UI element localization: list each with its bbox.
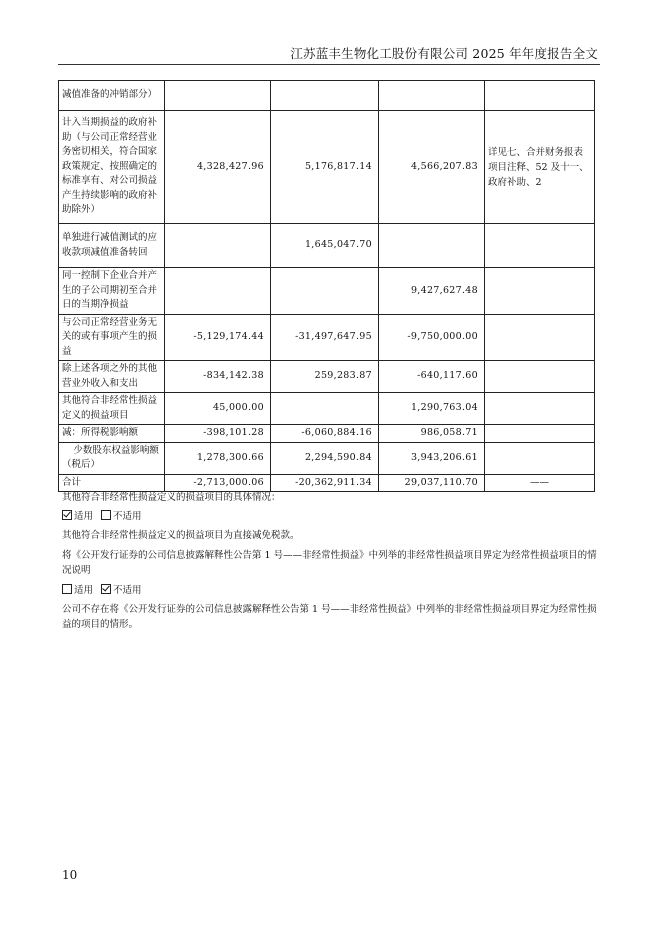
cell-value: 986,058.71 — [379, 425, 485, 443]
cell-value — [165, 268, 271, 315]
checkbox-label: 适用 — [74, 585, 94, 596]
checkbox-applicable-icon[interactable] — [62, 584, 72, 594]
row-label: 同一控制下企业合并产生的子公司期初至合并日的当期净损益 — [59, 268, 165, 315]
header-rule — [58, 64, 600, 65]
cell-note: 详见七、合并财务报表项目注释、52 及十一、政府补助、2 — [485, 111, 595, 224]
cell-note — [485, 361, 595, 393]
cell-value: 4,566,207.83 — [379, 111, 485, 224]
paragraph-other-items-intro: 其他符合非经常性损益定义的损益项目的具体情况： — [62, 492, 281, 503]
checkbox-group-2 — [62, 584, 598, 599]
cell-value: 2,294,590.84 — [271, 442, 379, 474]
cell-value — [165, 224, 271, 268]
table-row — [59, 81, 595, 111]
cell-value: -834,142.38 — [165, 361, 271, 393]
cell-note — [485, 81, 595, 111]
cell-value: 45,000.00 — [165, 393, 271, 425]
cell-note — [485, 442, 595, 474]
paragraph-tax-exemption: 其他符合非经常性损益定义的损益项目为直接减免税款。 — [62, 530, 300, 541]
cell-value — [271, 393, 379, 425]
table-row — [59, 442, 595, 474]
cell-value: 3,943,206.61 — [379, 442, 485, 474]
row-label: 计入当期损益的政府补助（与公司正常经营业务密切相关，符合国家政策规定、按照确定的标准享有、对公司损益产生持续影响的政府补助除外） — [59, 111, 165, 224]
row-label: 其他符合非经常性损益定义的损益项目 — [59, 393, 165, 425]
checkbox-not-applicable-checked-icon[interactable] — [101, 584, 111, 594]
cell-value: 29,037,110.70 — [379, 474, 485, 492]
checkbox-applicable-checked-icon[interactable] — [62, 510, 72, 520]
checkbox-label: 不适用 — [113, 511, 142, 522]
paragraph-no-reclassification: 公司不存在将《公开发行证券的公司信息披露解释性公告第 1 号——非经常性损益》中列举的非经常性损益项目界定为经常性损益的项目的情形。 — [62, 604, 597, 630]
non-recurring-items-table — [58, 80, 595, 492]
table-row — [59, 393, 595, 425]
cell-value: -398,101.28 — [165, 425, 271, 443]
checkbox-not-applicable-icon[interactable] — [101, 510, 111, 520]
page-number: 10 — [62, 868, 78, 882]
table-row — [59, 224, 595, 268]
table-row — [59, 425, 595, 443]
row-label: 减值准备的冲销部分） — [59, 81, 165, 111]
cell-value — [379, 224, 485, 268]
cell-value: -31,497,647.95 — [271, 314, 379, 361]
row-label: 减：所得税影响额 — [59, 425, 165, 443]
cell-value: -9,750,000.00 — [379, 314, 485, 361]
row-label: 少数股东权益影响额（税后） — [59, 442, 165, 474]
cell-note — [485, 268, 595, 315]
row-label: 与公司正常经营业务无关的或有事项产生的损益 — [59, 314, 165, 361]
cell-value: 9,427,627.48 — [379, 268, 485, 315]
row-label: 单独进行减值测试的应收款项减值准备转回 — [59, 224, 165, 268]
cell-value — [271, 81, 379, 111]
row-label: 除上述各项之外的其他营业外收入和支出 — [59, 361, 165, 393]
cell-value: -5,129,174.44 — [165, 314, 271, 361]
table-row — [59, 361, 595, 393]
checkbox-label: 适用 — [74, 511, 94, 522]
cell-value — [379, 81, 485, 111]
cell-value: 1,645,047.70 — [271, 224, 379, 268]
cell-value: 1,290,763.04 — [379, 393, 485, 425]
table-row — [59, 474, 595, 492]
paragraph-classification-note: 将《公开发行证券的公司信息披露解释性公告第 1 号——非经常性损益》中列举的非经常性损益项目界定为经常性损益项目的情况说明 — [62, 550, 597, 576]
header-title: 江苏蓝丰生物化工股份有限公司 2025 年年度报告全文 — [290, 46, 598, 61]
cell-value: 5,176,817.14 — [271, 111, 379, 224]
checkbox-label: 不适用 — [113, 585, 142, 596]
cell-value: -640,117.60 — [379, 361, 485, 393]
cell-note — [485, 393, 595, 425]
cell-value: 259,283.87 — [271, 361, 379, 393]
cell-value — [271, 268, 379, 315]
cell-note — [485, 224, 595, 268]
cell-value — [165, 81, 271, 111]
cell-note — [485, 314, 595, 361]
cell-value: 1,278,300.66 — [165, 442, 271, 474]
table-row — [59, 111, 595, 224]
cell-value: 4,328,427.96 — [165, 111, 271, 224]
cell-value: -20,362,911.34 — [271, 474, 379, 492]
cell-note — [485, 425, 595, 443]
table-row — [59, 314, 595, 361]
row-label: 合计 — [59, 474, 165, 492]
checkbox-group-1 — [62, 510, 598, 525]
table-row — [59, 268, 595, 315]
cell-note: —— — [485, 474, 595, 492]
cell-value: -2,713,000.06 — [165, 474, 271, 492]
cell-value: -6,060,884.16 — [271, 425, 379, 443]
